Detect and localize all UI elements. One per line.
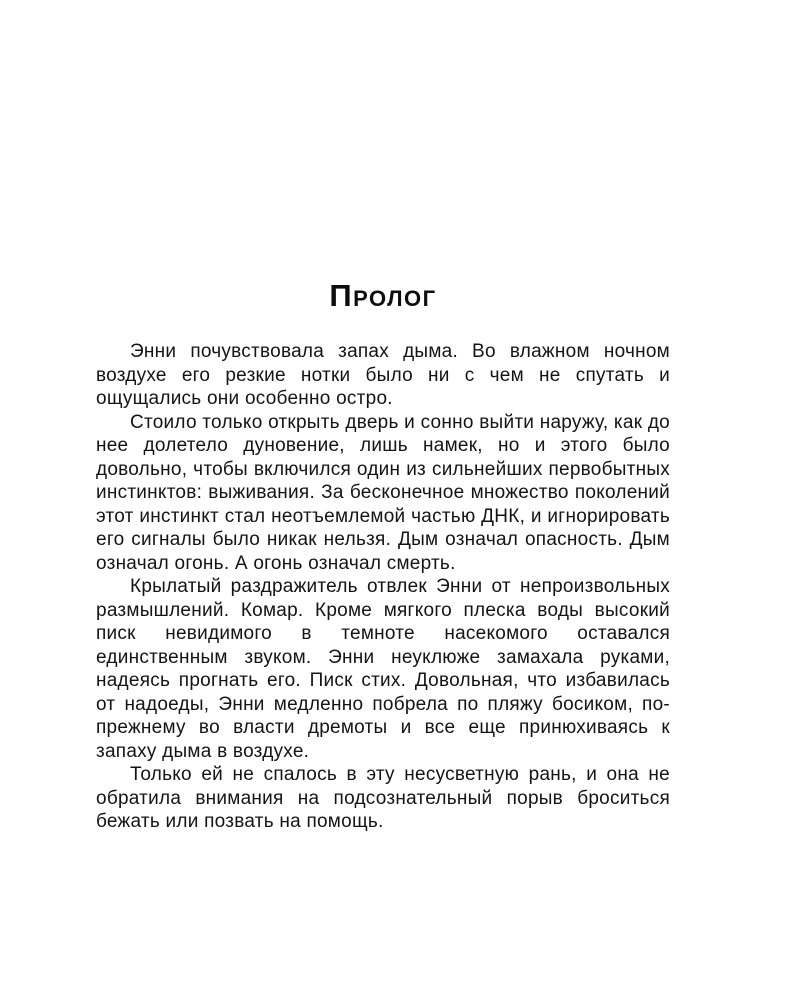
- paragraph-4: Только ей не спалось в эту несусветную рань, и она не обратила внимания на подсознательный порыв броситься бежать или позвать на помощь.: [96, 764, 670, 832]
- chapter-heading: Пролог: [329, 278, 437, 313]
- paragraph-3: Крылатый раздражитель отвлек Энни от непроизвольных размышлений. Комар. Кроме мягкого плеска воды высокий писк невидимого в темноте насекомого оставался единственным звуком. Энни неуклюже замахала руками, надеясь прогнать его. Писк стих. Довольная, что избавилась от надоеды, Энни медленно побрела по пляжу босиком, по-прежнему во власти дремоты и все еще принюхиваясь к запаху дыма в воздухе.: [96, 576, 670, 762]
- text-block: [96, 278, 670, 834]
- paragraph-1: Энни почувствовала запах дыма. Во влажном ночном воздухе его резкие нотки было ни с чем не спутать и ощущались они особенно остро.: [96, 341, 670, 409]
- paragraph-2: Стоило только открыть дверь и сонно выйти наружу, как до нее долетело дуновение, лишь намек, но и этого было довольно, чтобы включился один из сильнейших первобытных инстинктов: выживания. За бесконечное множество поколений этот инстинкт стал неотъемлемой частью ДНК, и игнорировать его сигналы было никак нельзя. Дым означал опасность. Дым означал огонь. А огонь означал смерть.: [96, 411, 670, 574]
